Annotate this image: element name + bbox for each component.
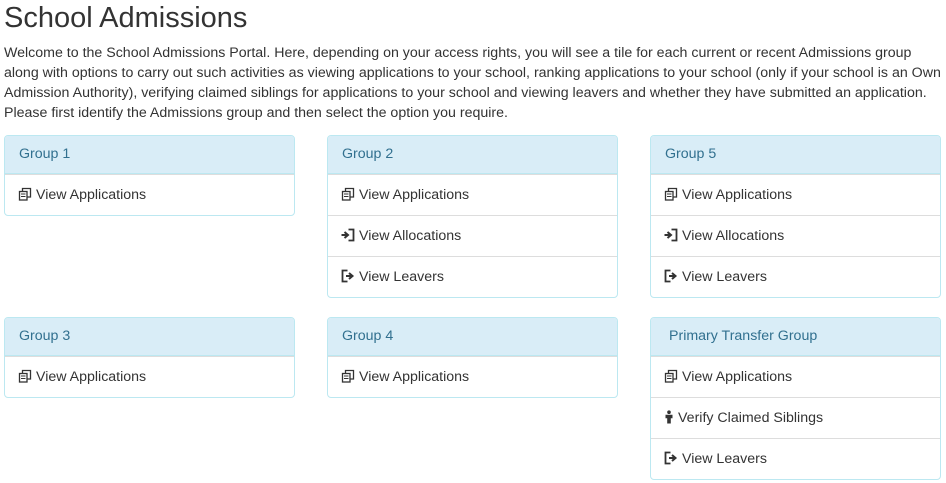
log-in-icon [664,228,678,242]
view-applications-link[interactable] [651,174,940,215]
item-label: View Applications [359,369,470,385]
item-label: View Applications [36,187,147,203]
group-panel-2 [327,135,618,298]
log-out-icon [664,269,678,283]
copy-icon [18,187,32,201]
group-heading: Group 2 [328,136,617,174]
item-label: Verify Claimed Siblings [678,410,824,426]
item-label: View Leavers [682,269,767,285]
group-panel-primary-transfer [650,317,941,480]
page-title: School Admissions [4,2,248,34]
view-leavers-link[interactable] [328,256,617,297]
view-applications-link[interactable] [5,356,294,397]
copy-icon [664,369,678,383]
group-panel-4 [327,317,618,398]
view-leavers-link[interactable] [651,438,940,479]
group-heading: Group 1 [5,136,294,174]
group-heading: Group 3 [5,318,294,356]
group-heading: Group 5 [651,136,940,174]
item-label: View Allocations [359,228,462,244]
view-applications-link[interactable] [328,356,617,397]
view-applications-link[interactable] [328,174,617,215]
item-label: View Allocations [682,228,785,244]
item-label: View Applications [359,187,470,203]
view-applications-link[interactable] [5,174,294,215]
item-label: View Leavers [682,451,767,467]
log-out-icon [341,269,355,283]
log-out-icon [664,451,678,465]
copy-icon [18,369,32,383]
item-label: View Applications [682,187,793,203]
copy-icon [664,187,678,201]
verify-claimed-siblings-link[interactable] [651,397,940,438]
person-icon [664,410,674,424]
log-in-icon [341,228,355,242]
item-label: View Applications [36,369,147,385]
copy-icon [341,187,355,201]
group-panel-5 [650,135,941,298]
group-panel-1 [4,135,295,216]
group-heading: Primary Transfer Group [651,318,940,356]
view-allocations-link[interactable] [651,215,940,256]
view-leavers-link[interactable] [651,256,940,297]
view-allocations-link[interactable] [328,215,617,256]
item-label: View Leavers [359,269,444,285]
group-panel-3 [4,317,295,398]
group-heading: Group 4 [328,318,617,356]
item-label: View Applications [682,369,793,385]
copy-icon [341,369,355,383]
view-applications-link[interactable] [651,356,940,397]
intro-text: Welcome to the School Admissions Portal. Here, depending on your access rights, you will see a tile for each current or recent Admissions group along with options to carry out such activities as viewing applications to your school, ranking applications to your school (only if your school is an Own Admission Authority), verifying claimed siblings for applications to your school and viewing leavers and whether they have submitted an application. Please first identify the Admissions group and then select the option you require. [4,45,941,121]
